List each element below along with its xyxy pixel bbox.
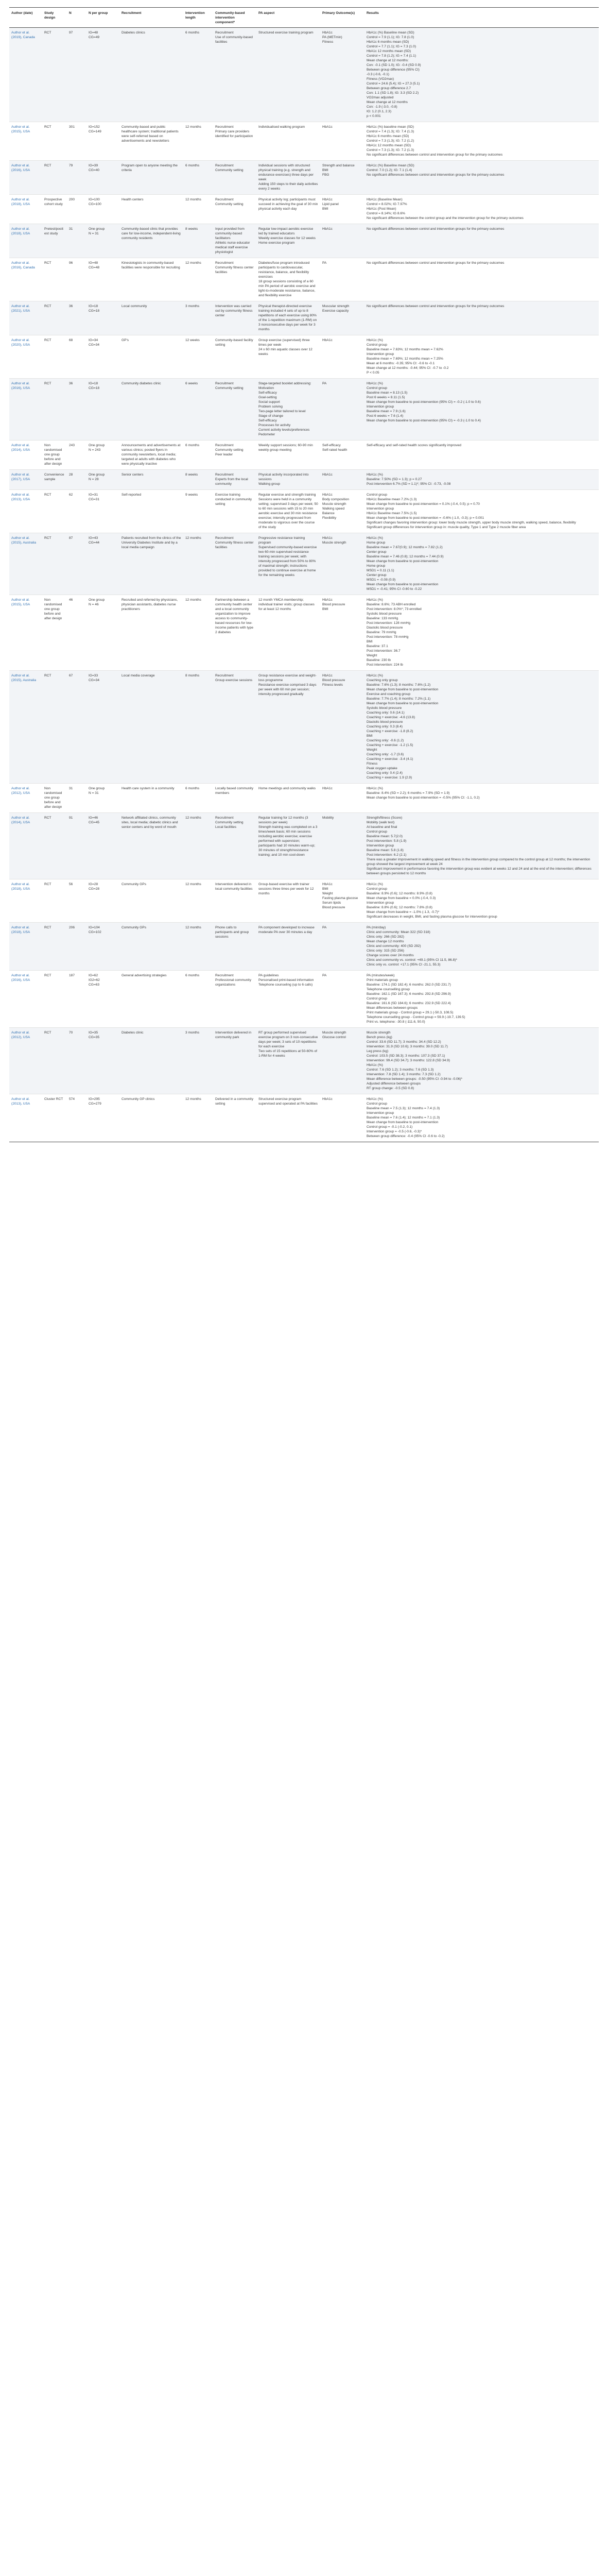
component-cell: Input provided from community-based facilitators Athletic nurse educator medical staff exercise physiologist (213, 224, 256, 258)
outcome-cell: HbA1c Blood pressure Fitness levels (320, 671, 364, 784)
component-cell: Recruitment Community setting (213, 161, 256, 195)
length-cell: 12 months (183, 258, 213, 301)
pa-aspect-cell: PA component developed to increase moderate PA over 30 minutes a day (256, 923, 320, 971)
author-cell[interactable]: Author et al. (2016), USA (9, 379, 42, 440)
column-header: Recruitment (119, 8, 183, 28)
component-cell: Exercise training conducted in community setting (213, 490, 256, 533)
component-cell: Community-based facility setting (213, 335, 256, 379)
outcome-cell: Mobility (320, 813, 364, 879)
outcome-cell: Self-efficacy Self-rated health (320, 440, 364, 470)
n-per-group-cell: IG=100 CG=100 (86, 195, 119, 224)
author-cell[interactable]: Author et al. (2012), USA (9, 1028, 42, 1094)
n-cell: 70 (67, 1028, 86, 1094)
results-cell: HbA1c (%) Baseline mean (SD) Control = 7.9 (1.1); IG: 7.8 (1.0) HbA1c 6 months mean (SD) Control = 7.7 (1.1); IG = 7.3 (1.0) HbA1c 12 months mean (SD) Control = 7.8 (1.2); IG = 7.4 (1.1) Mean change at 12 months: Con: -0.1 (SD 1.0); IG: -0.4 (SD 0.9) Between group difference (95% CI) -0.3 (-0.6, -0.1) Fitness (VO2max) Control = 24.6 (5.4); IG = 27.3 (5.1) Between group difference 2.7 Con: 1.1 (SD 1.8); IG: 3.3 (SD 2.2) VO2max adjusted Mean change at 12 months Con: -1.9 (-3.0, -0.8) IG: 1.2 (0.1, 2.3) p < 0.001 (364, 28, 599, 122)
column-header: Intervention length (183, 8, 213, 28)
n-per-group-cell: IG=28 CG=28 (86, 879, 119, 923)
results-cell: HbA1c (%) Coaching only group Baseline: 7.6% (1.3); 8 months: 7.6% (1.2) Mean change from baseline to post-intervention Exercise and coaching group Baseline: 7.7% (1.4); 8 months: 7.2% (1.1) Mean change from baseline to post-intervention Systolic blood pressure Coaching only: 0.6 (14.1) Coaching + exercise: -4.6 (13.8) Diastolic blood pressure Coaching only: 0.3 (8.4) Coaching + exercise: -1.8 (8.2) BMI Coaching only: -0.6 (1.2) Coaching + exercise: -1.2 (1.5) Weight Coaching only: -1.7 (3.6) Coaching + exercise: -3.4 (4.1) Fitness Peak oxygen uptake Coaching only: 0.4 (2.4) Coaching + exercise: 1.9 (2.9) (364, 671, 599, 784)
n-per-group-cell: IG=104 CG=102 (86, 923, 119, 971)
length-cell: 12 months (183, 813, 213, 879)
length-cell: 12 weeks (183, 335, 213, 379)
n-per-group-cell: One group N = 31 (86, 224, 119, 258)
recruitment-cell: Diabetes clinics (119, 28, 183, 122)
author-cell[interactable]: Author et al. (2015), USA (9, 122, 42, 161)
pa-aspect-cell: Physical activity incorporated into sessions Walking group (256, 470, 320, 490)
recruitment-cell: Community-based and public healthcare system; traditional patients were self-referred based on advertisements and newsletters (119, 122, 183, 161)
n-cell: 200 (67, 195, 86, 224)
results-cell: HbA1c (%) Control group Baseline mean = 8.13 (1.5) Post 6 weeks = 8.11 (1.5) Mean change from baseline to post-intervention (95% CI) = -0.2 (-1.0 to 0.6) Intervention group Baseline mean = 7.9 (1.6) Post 6 weeks = 7.6 (1.4) Mean change from baseline to post-intervention (95% CI) = -0.3 (-1.0 to 0.4) (364, 379, 599, 440)
table-row (9, 923, 599, 971)
length-cell: 12 months (183, 923, 213, 971)
results-cell: HbA1c (%) Control group Baseline mean = 7.5 (1.3); 12 months = 7.4 (1.3) Intervention group Baseline mean = 7.6 (1.4); 12 months = 7.1 (1.3) Mean change from baseline to post-intervention Control group = -0.1 (-0.2, 0.1) Intervention group = -0.5 (-0.6, -0.3)* Between group difference: -0.4 (95% CI -0.6 to -0.2) (364, 1094, 599, 1142)
author-cell[interactable]: Author et al. (2019), Canada (9, 28, 42, 122)
author-cell[interactable]: Author et al. (2018), USA (9, 224, 42, 258)
pa-aspect-cell: Structured exercise program supervised and operated at PA facilities (256, 1094, 320, 1142)
table-row (9, 161, 599, 195)
outcome-cell: HbA1c Blood pressure BMI (320, 595, 364, 671)
table-row (9, 195, 599, 224)
results-cell: Self-efficacy and self-rated health scores significantly improved (364, 440, 599, 470)
recruitment-cell: Community GPs (119, 923, 183, 971)
recruitment-cell: General advertising strategies (119, 971, 183, 1028)
table-row (9, 490, 599, 533)
author-cell[interactable]: Author et al. (2016), USA (9, 161, 42, 195)
length-cell: 6 weeks (183, 379, 213, 440)
n-cell: 574 (67, 1094, 86, 1142)
column-header: N (67, 8, 86, 28)
pa-aspect-cell: Home meetings and community walks (256, 784, 320, 813)
results-cell: HbA1c (%) baseline mean (SD) Control = 7.4 (1.3); IG: 7.4 (1.3) HbA1c 6 months mean (SD) Control = 7.3 (1.3); IG: 7.2 (1.2) HbA1c 12 months mean (SD) Control = 7.3 (1.3); IG: 7.2 (1.3) No significant differences between control and intervention group for the primary outcomes (364, 122, 599, 161)
length-cell: 3 months (183, 301, 213, 335)
table-row (9, 379, 599, 440)
results-cell: HbA1c (%) Baseline mean (SD) Control: 7.0 (1.2); IG: 7.1 (1.4) No significant differences between control and intervention groups for the primary outcomes (364, 161, 599, 195)
column-header: PA aspect (256, 8, 320, 28)
table-body (9, 28, 599, 1142)
recruitment-cell: Kinesiologists in community-based facilities were responsible for recruiting (119, 258, 183, 301)
table-row (9, 258, 599, 301)
outcome-cell: HbA1c (320, 784, 364, 813)
recruitment-cell: Local media coverage (119, 671, 183, 784)
recruitment-cell: GP's (119, 335, 183, 379)
results-cell: PA (minutes/week) Print materials group Baseline: 174.1 (SD 182.4); 6 months: 262.0 (SD 231.7) Telephone counselling group Baseline: 162.1 (SD 167.3); 6 months: 292.8 (SD 296.9) Control group Baseline: 161.6 (SD 184.6); 6 months: 232.9 (SD 222.4) Mean differences between groups Print materials group - Control group = 29.1 (-50.3, 108.5) Telephone counselling group - Control group = 59.9 (-19.7, 139.5) Print vs. telephone: -30.8 (-111.6, 50.0) (364, 971, 599, 1028)
length-cell: 6 months (183, 161, 213, 195)
component-cell: Recruitment Community setting Peer leader (213, 440, 256, 470)
design-cell: RCT (42, 301, 67, 335)
recruitment-cell: Health care system in a community (119, 784, 183, 813)
component-cell: Intervention delivered in local community facilities (213, 879, 256, 923)
component-cell: Delivered in a community setting (213, 1094, 256, 1142)
n-per-group-cell: One group N = 28 (86, 470, 119, 490)
n-cell: 31 (67, 224, 86, 258)
n-cell: 187 (67, 971, 86, 1028)
column-header: Primary Outcome(s) (320, 8, 364, 28)
table-row (9, 879, 599, 923)
author-cell[interactable]: Author et al. (2018), USA (9, 195, 42, 224)
outcome-cell: HbA1c (320, 1094, 364, 1142)
component-cell: Intervention delivered in community park (213, 1028, 256, 1094)
n-cell: 87 (67, 533, 86, 595)
author-cell[interactable]: Author et al. (2015), USA (9, 595, 42, 671)
design-cell: RCT (42, 335, 67, 379)
component-cell: Recruitment Community setting (213, 379, 256, 440)
n-per-group-cell: IG=18 CG=18 (86, 301, 119, 335)
n-per-group-cell: IG=48 CG=48 (86, 258, 119, 301)
length-cell: 6 months (183, 440, 213, 470)
author-cell[interactable]: Author et al. (2012), USA (9, 784, 42, 813)
recruitment-cell: Patients recruited from the clinics of the University Diabetes Institute and by a local media campaign (119, 533, 183, 595)
author-cell[interactable]: Author et al. (2016), Canada (9, 258, 42, 301)
outcome-cell: Muscle strength Glucose control (320, 1028, 364, 1094)
design-cell: Prospective cohort study (42, 195, 67, 224)
component-cell: Recruitment Group exercise sessions (213, 671, 256, 784)
outcome-cell: HbA1c PA (METmin) Fitness (320, 28, 364, 122)
results-cell: HbA1c (%) Control group Baseline mean = 7.63%; 12 months mean = 7.62% Intervention group Baseline mean = 7.69%; 12 months mean = 7.25% Mean at 6 months: -0.35; 95% CI: -0.6 to -0.1 Mean change at 12 months: -0.44; 95% CI: -0.7 to -0.2 P < 0.05 (364, 335, 599, 379)
column-header: Results (364, 8, 599, 28)
results-cell: HbA1c (Baseline Mean) Control = 8.02%; IG 7.97% HbA1c (Post Mean) Control = 8.14%; IG 8.6% No significant differences between the control group and the intervention group for the primary outcomes (364, 195, 599, 224)
table-row (9, 28, 599, 122)
recruitment-cell: Community GPs (119, 879, 183, 923)
n-cell: 301 (67, 122, 86, 161)
length-cell: 8 weeks (183, 470, 213, 490)
design-cell: Pretest/posttest study (42, 224, 67, 258)
component-cell: Recruitment Community setting (213, 195, 256, 224)
n-cell: 46 (67, 595, 86, 671)
pa-aspect-cell: Structured exercise training program (256, 28, 320, 122)
outcome-cell: HbA1c Lipid panel BMI (320, 195, 364, 224)
pa-aspect-cell: Physical therapist-directed exercise training included 4 sets of up to 8 repetitions of each exercise using 80% of the 1-repetition maximum (1-RM) on 3 nonconsecutive days per week for 3 months (256, 301, 320, 335)
outcome-cell: HbA1c (320, 335, 364, 379)
results-cell: HbA1c (%) Control group Baseline: 8.9% (0.6); 12 months: 8.9% (0.8) Mean change from baseline = 0.0% (-0.4, 0.3) Intervention group Baseline: 8.8% (0.6); 12 months: 7.8% (0.8) Mean change from baseline = -1.0% (-1.3, -0.7)* Significant decreases in weight, BMI, and fasting plasma glucose for intervention group (364, 879, 599, 923)
component-cell: Phone calls to participants and group sessions (213, 923, 256, 971)
design-cell: RCT (42, 879, 67, 923)
results-cell: Muscle strength Bench press (kg) Control: 33.6 (SD 11.7); 3 months: 34.4 (SD 12.2) Intervention: 31.9 (SD 10.6); 3 months: 39.0 (SD 11.7) Leg press (kg) Control: 103.5 (SD 38.3); 3 months: 107.3 (SD 37.1) Intervention: 99.4 (SD 34.7); 3 months: 122.8 (SD 34.9) HbA1c (%) Control: 7.6 (SD 1.2); 3 months: 7.6 (SD 1.3) Intervention: 7.8 (SD 1.4); 3 months: 7.3 (SD 1.2) Mean difference between groups: -0.50 (95% CI -0.94 to -0.06)* Adjusted difference between groups RT group change: -0.5 (SD 0.8) (364, 1028, 599, 1094)
component-cell: Recruitment Community fitness center facilities (213, 533, 256, 595)
author-cell[interactable]: Author et al. (2013), USA (9, 1094, 42, 1142)
n-cell: 36 (67, 301, 86, 335)
component-cell: Recruitment Community fitness center facilities (213, 258, 256, 301)
design-cell: Non randomised one group before and after design (42, 595, 67, 671)
author-cell[interactable]: Author et al. (2021), USA (9, 301, 42, 335)
outcome-cell: PA (320, 258, 364, 301)
design-cell: RCT (42, 1028, 67, 1094)
component-cell: Recruitment Community setting Local facilities (213, 813, 256, 879)
design-cell: Cluster RCT (42, 1094, 67, 1142)
header-row (9, 8, 599, 28)
design-cell: RCT (42, 490, 67, 533)
recruitment-cell: Diabetes clinic (119, 1028, 183, 1094)
length-cell: 12 months (183, 195, 213, 224)
design-cell: RCT (42, 923, 67, 971)
author-cell[interactable]: Author et al. (2014), USA (9, 440, 42, 470)
pa-aspect-cell: Group-based exercise with trainer sessions three times per week for 12 months (256, 879, 320, 923)
n-per-group-cell: IG=48 CG=49 (86, 28, 119, 122)
results-cell: No significant differences between control and intervention groups for the primary outcomes (364, 258, 599, 301)
n-cell: 36 (67, 379, 86, 440)
n-per-group-cell: IG=46 CG=45 (86, 813, 119, 879)
outcome-cell: Muscular strength Exercise capacity (320, 301, 364, 335)
author-cell[interactable]: Author et al. (2015), Australia (9, 533, 42, 595)
table-header (9, 8, 599, 28)
component-cell: Recruitment Experts from the local community (213, 470, 256, 490)
length-cell: 12 months (183, 595, 213, 671)
pa-aspect-cell: Individual sessions with structured physical training (e.g. strength and endurance exercises) three days per week Adding 150 steps to their daily activities every 2 weeks (256, 161, 320, 195)
n-cell: 206 (67, 923, 86, 971)
recruitment-cell: Program open to anyone meeting the criteria (119, 161, 183, 195)
n-cell: 79 (67, 161, 86, 195)
table-row (9, 335, 599, 379)
n-cell: 56 (67, 879, 86, 923)
outcome-cell: HbA1c (320, 470, 364, 490)
design-cell: RCT (42, 533, 67, 595)
column-header: N per group (86, 8, 119, 28)
length-cell: 12 months (183, 533, 213, 595)
column-header: Author (date) (9, 8, 42, 28)
n-per-group-cell: IG=43 CG=44 (86, 533, 119, 595)
pa-aspect-cell: 12 month YMCA membership; individual trainer visits; group classes for at least 12 months (256, 595, 320, 671)
n-cell: 31 (67, 784, 86, 813)
component-cell: Partnership between a community health center and a local community organization to improve access to community-based resources for low-income patients with type 2 diabetes (213, 595, 256, 671)
table-row (9, 533, 599, 595)
component-cell: Locally based community members (213, 784, 256, 813)
n-cell: 97 (67, 28, 86, 122)
outcome-cell: HbA1c (320, 224, 364, 258)
outcome-cell: HbA1c (320, 122, 364, 161)
author-cell[interactable]: Author et al. (2020), USA (9, 335, 42, 379)
n-cell: 68 (67, 335, 86, 379)
recruitment-cell: Announcements and advertisements at various clinics; posted flyers in community newsletters, local media; targeted at adults with diabetes who were physically inactive (119, 440, 183, 470)
pa-aspect-cell: PA guidelines Personalised print-based information Telephone counseling (up to 6 calls) (256, 971, 320, 1028)
component-cell: Recruitment Use of community-based facilities (213, 28, 256, 122)
pa-aspect-cell: Group resistance exercise and weight-loss programme Resistance exercise comprised 3 days per week with 60 min per session; intensity progressed gradually (256, 671, 320, 784)
n-per-group-cell: One group N = 31 (86, 784, 119, 813)
n-cell: 91 (67, 813, 86, 879)
n-per-group-cell: One group N = 46 (86, 595, 119, 671)
n-per-group-cell: IG=31 CG=31 (86, 490, 119, 533)
recruitment-cell: Senior centers (119, 470, 183, 490)
design-cell: Non randomised one group before and after design (42, 784, 67, 813)
component-cell: Recruitment Primary care providers identified for participation (213, 122, 256, 161)
author-cell[interactable]: Author et al. (2017), USA (9, 470, 42, 490)
author-cell[interactable]: Author et al. (2016), USA (9, 971, 42, 1028)
outcome-cell: PA (320, 923, 364, 971)
table-row (9, 595, 599, 671)
pa-aspect-cell: Regular exercise and strength training Sessions were held in a community setting; supervised 3 days per week; 50 to 60 min sessions with 15 to 20 min aerobic exercise and 30 min resistance exercise; intensity progressed from moderate to vigorous over the course of the study (256, 490, 320, 533)
outcome-cell: HbA1c BMI Weight Fasting plasma glucose Serum lipids Blood pressure (320, 879, 364, 923)
length-cell: 12 months (183, 1094, 213, 1142)
design-cell: RCT (42, 122, 67, 161)
design-cell: RCT (42, 28, 67, 122)
pa-aspect-cell: Regular low-impact aerobic exercise led by trained educators Weekly exercise classes for 12 weeks Home exercise program (256, 224, 320, 258)
results-cell: PA (min/day) Clinic and community: Mean 322 (SD 318) Clinic only: 266 (SD 282) Mean change 12 months Clinic and community: 400 (SD 292) Clinic only: 315 (SD 256) Change scores over 24 months Clinic and community vs. control: +49.1 (95% CI 11.5, 86.8)* Clinic only vs. control: +17.1 (95% CI -21.1, 55.3) (364, 923, 599, 971)
length-cell: 12 months (183, 122, 213, 161)
results-cell: HbA1c (%) Home group Baseline mean = 7.67(0.9); 12 months = 7.82 (1.2) Center group Baseline mean = 7.46 (0.8); 12 months = 7.44 (0.9) Mean change from baseline to post-intervention Home group MSD1 = 0.11 (1.1) Center group MSD1 = -0.08 (0.9) Mean change from baseline to post-intervention MSD1 = -0.41; 95% CI -0.60 to -0.22 (364, 533, 599, 595)
n-cell: 243 (67, 440, 86, 470)
results-cell: Control group HbA1c Baseline mean 7.2% (1.3) Mean change from baseline to post-intervention = 0.1% (-0.4, 0.5); p = 0.70 Intervention group HbA1c Baseline mean 7.5% (1.5) Mean change from baseline to post-intervention = -0.6% (-1.0, -0.3); p = 0.001 Significant changes favoring intervention group: lower body muscle strength, upper body muscle strength, walking speed, balance, flexibility Significant group differences for intervention group in: muscle quality, Type 1 and Type 2 muscle fiber area (364, 490, 599, 533)
author-cell[interactable]: Author et al. (2014), USA (9, 813, 42, 879)
table-row (9, 671, 599, 784)
outcome-cell: PA (320, 379, 364, 440)
outcome-cell: HbA1c Body composition Muscle strength Walking speed Balance Flexibility (320, 490, 364, 533)
results-cell: HbA1c (%) Baseline: 7.50% (SD = 1.3); p = 0.27 Post intervention 6.7% (SD = 1.1)*; 95% CI: -0.73, -0.08 (364, 470, 599, 490)
author-cell[interactable]: Author et al. (2013), USA (9, 490, 42, 533)
recruitment-cell: Local community (119, 301, 183, 335)
table-row (9, 1094, 599, 1142)
pa-aspect-cell: Weekly support sessions; 60-90 min weekly group meeting (256, 440, 320, 470)
recruitment-cell: Community diabetes clinic (119, 379, 183, 440)
n-per-group-cell: IG=34 CG=34 (86, 335, 119, 379)
results-cell: HbA1c (%) Baseline: 8.4% (SD = 2.2); 6 months = 7.9% (SD = 1.9) Mean change from baseline to post-intervention = -0.5% (95% CI: -1.1, 0.2) (364, 784, 599, 813)
outcome-cell: HbA1c Muscle strength (320, 533, 364, 595)
author-cell[interactable]: Author et al. (2018), USA (9, 923, 42, 971)
pa-aspect-cell: Progressive resistance training program Supervised community-based exercise two 60-min supervised resistance training sessions per week; with intensity progressed from 50% to 80% of maximal strength; instructions provided to continue exercise at home for the remaining weeks (256, 533, 320, 595)
component-cell: Intervention was carried out by community fitness center (213, 301, 256, 335)
length-cell: 6 months (183, 971, 213, 1028)
results-cell: Strength/fitness (Score) Mobility (walk test) At baseline and final Control group Baseline mean: 5.7(2.0) Post intervention: 5.8 (1.9) Intervention group Baseline mean: 5.8 (1.8) Post intervention: 6.2 (2.1) There was a greater improvement in walking speed and fitness in the intervention group compared to the control group at 12 months; the intervention group showed the largest improvement at week 24 Significant improvement in performance favoring the intervention group was evident at weeks 12 and 24 and at the end of the intervention; differences between groups persisted to 12 months (364, 813, 599, 879)
author-cell[interactable]: Author et al. (2015), Australia (9, 671, 42, 784)
n-cell: 67 (67, 671, 86, 784)
n-per-group-cell: IG=18 CG=18 (86, 379, 119, 440)
results-cell: No significant differences between control and intervention groups for the primary outcomes (364, 301, 599, 335)
n-per-group-cell: IG=295 CG=279 (86, 1094, 119, 1142)
design-cell: RCT (42, 971, 67, 1028)
length-cell: 6 months (183, 28, 213, 122)
recruitment-cell: Health centers (119, 195, 183, 224)
outcome-cell: Strength and balance BMI FBG (320, 161, 364, 195)
recruitment-cell: Community-based clinic that provides care for low-income, independent-living community residents (119, 224, 183, 258)
design-cell: RCT (42, 813, 67, 879)
table-row (9, 971, 599, 1028)
outcome-cell: PA (320, 971, 364, 1028)
pa-aspect-cell: Physical activity log; participants must succeed in achieving the goal of 30 min physical activity each day (256, 195, 320, 224)
table-row (9, 122, 599, 161)
author-cell[interactable]: Author et al. (2018), USA (9, 879, 42, 923)
table-row (9, 301, 599, 335)
design-cell: Convenience sample (42, 470, 67, 490)
column-header: Study design (42, 8, 67, 28)
n-cell: 96 (67, 258, 86, 301)
table-row (9, 1028, 599, 1094)
table-row (9, 440, 599, 470)
recruitment-cell: Self-reported (119, 490, 183, 533)
n-per-group-cell: IG=62 IG2=62 CG=63 (86, 971, 119, 1028)
results-cell: HbA1c (%) Baseline: 8.6%; 73 ABH enrolled Post intervention: 8.0%*; 73 enrolled Systolic blood pressure Baseline: 133 mmHg Post intervention: 128 mmHg Diastolic blood pressure Baseline: 79 mmHg Post intervention: 78 mmHg BMI Baseline: 37.1 Post intervention: 36.7 Weight Baseline: 230 lb Post intervention: 224 lb (364, 595, 599, 671)
pa-aspect-cell: Individualised walking program (256, 122, 320, 161)
pa-aspect-cell: Regular training for 12 months (3 sessions per week) Strength training was completed on a 3 times/week basis; 60 min sessions including aerobic exercise; exercise performed with supervision; participants had 10 minutes warm-up; 30 minutes of strength/resistance training; and 10 min cool-down (256, 813, 320, 879)
results-cell: No significant differences between control and intervention groups for the primary outcomes (364, 224, 599, 258)
pa-aspect-cell: RT group performed supervised exercise program on 3 non-consecutive days per week; 3 sets of 10 repetitions for each exercise Two sets of 15 repetitions at 50-60% of 1-RM for 4 weeks (256, 1028, 320, 1094)
length-cell: 12 months (183, 879, 213, 923)
design-cell: RCT (42, 258, 67, 301)
n-cell: 62 (67, 490, 86, 533)
design-cell: RCT (42, 161, 67, 195)
length-cell: 3 months (183, 1028, 213, 1094)
pa-aspect-cell: Stage-targeted booklet addressing: Motivation Self-efficacy Goal-setting Social support Problem solving Two-page letter tailored to level Stage of change Self-efficacy Processes for activity Current activity levels/preferences Pedometer (256, 379, 320, 440)
recruitment-cell: Recruited and referred by physicians, physician assistants, diabetes nurse practitioners (119, 595, 183, 671)
length-cell: 8 months (183, 671, 213, 784)
length-cell: 8 weeks (183, 224, 213, 258)
column-header: Community-based intervention component* (213, 8, 256, 28)
studies-table (9, 7, 599, 1142)
recruitment-cell: Network affiliated clinics, community sites, local media; diabetic clinics and senior centers and by word of mouth (119, 813, 183, 879)
n-per-group-cell: IG=35 CG=35 (86, 1028, 119, 1094)
table-row (9, 224, 599, 258)
length-cell: 9 weeks (183, 490, 213, 533)
design-cell: RCT (42, 379, 67, 440)
n-per-group-cell: IG=33 CG=34 (86, 671, 119, 784)
n-per-group-cell: One group N = 243 (86, 440, 119, 470)
component-cell: Recruitment Professional community organizations (213, 971, 256, 1028)
table-row (9, 813, 599, 879)
design-cell: Non randomised one group before and after design (42, 440, 67, 470)
n-cell: 28 (67, 470, 86, 490)
n-per-group-cell: IG=39 CG=40 (86, 161, 119, 195)
pa-aspect-cell: Diabetes/fuse program introduced participants to cardiovascular, resistance, balance, and flexibility exercises 18 group sessions consisting of a 60 min PA period of aerobic exercise and light-to-moderate resistance, balance, and flexibility exercise (256, 258, 320, 301)
table-row (9, 784, 599, 813)
n-per-group-cell: IG=152 CG=149 (86, 122, 119, 161)
table-row (9, 470, 599, 490)
design-cell: RCT (42, 671, 67, 784)
length-cell: 6 months (183, 784, 213, 813)
pa-aspect-cell: Group exercise (supervised) three times per week 24 x 60 min aquatic classes over 12 weeks (256, 335, 320, 379)
recruitment-cell: Community GP clinics (119, 1094, 183, 1142)
